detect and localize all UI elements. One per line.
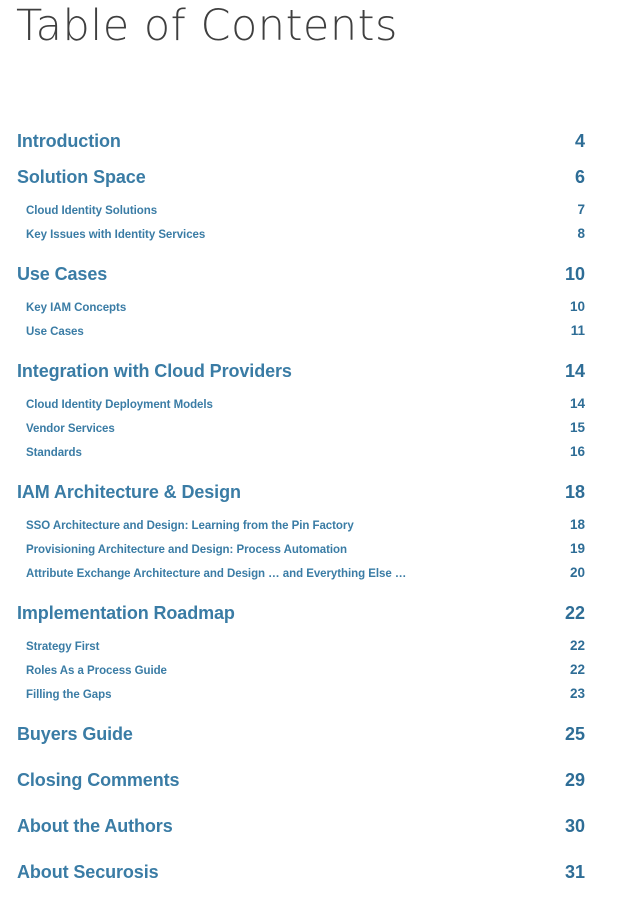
toc-entry[interactable]	[0, 166, 585, 202]
toc-entry-label: Roles As a Process Guide	[26, 665, 167, 677]
toc-entry-page-number: 18	[564, 482, 585, 502]
toc-entry-label: SSO Architecture and Design: Learning from the Pin Factory	[26, 520, 354, 532]
toc-entry[interactable]	[0, 602, 585, 638]
toc-entry-label: Strategy First	[26, 641, 100, 653]
toc-entry[interactable]	[0, 481, 585, 517]
toc-entry[interactable]	[0, 323, 585, 347]
toc-entry-page-number: 8	[577, 226, 585, 241]
toc-entry-page-number: 10	[569, 299, 585, 314]
toc-entry-label: Solution Space	[17, 167, 146, 187]
toc-entry-label: Standards	[26, 447, 82, 459]
toc-entry-label: Implementation Roadmap	[17, 603, 235, 623]
toc-entry-page-number: 30	[564, 816, 585, 836]
toc-entry-label: Vendor Services	[26, 423, 115, 435]
toc-entry-label: IAM Architecture & Design	[17, 482, 241, 502]
toc-entry-label: About Securosis	[17, 862, 159, 882]
toc-entry-page-number: 16	[569, 444, 585, 459]
toc-entry[interactable]	[0, 517, 585, 541]
toc-entry-label: Key Issues with Identity Services	[26, 229, 206, 241]
toc-entry-label: Use Cases	[17, 264, 108, 284]
toc-entry[interactable]	[0, 861, 585, 897]
toc-entry[interactable]	[0, 202, 585, 226]
toc-entry[interactable]	[0, 638, 585, 662]
toc-entry-page-number: 14	[564, 361, 585, 381]
toc-entry[interactable]	[0, 299, 585, 323]
toc-entry[interactable]	[0, 420, 585, 444]
toc-entry-label: Use Cases	[26, 326, 84, 338]
toc-entry-page-number: 14	[569, 396, 585, 411]
toc-entry-label: About the Authors	[17, 816, 173, 836]
toc-entry-list	[0, 130, 621, 897]
toc-entry[interactable]	[0, 565, 585, 589]
toc-entry[interactable]	[0, 396, 585, 420]
toc-entry[interactable]	[0, 769, 585, 805]
toc-entry-page-number: 6	[574, 167, 585, 187]
toc-entry-label: Key IAM Concepts	[26, 302, 127, 314]
toc-entry[interactable]	[0, 130, 585, 166]
toc-entry-page-number: 23	[569, 686, 585, 701]
toc-entry-label: Introduction	[17, 131, 121, 151]
toc-entry[interactable]	[0, 226, 585, 250]
toc-entry-page-number: 22	[564, 603, 585, 623]
toc-entry-page-number: 20	[569, 565, 585, 580]
toc-entry-label: Attribute Exchange Architecture and Design … and Everything Else …	[26, 568, 407, 580]
toc-entry-page-number: 22	[569, 662, 585, 677]
toc-entry-label: Filling the Gaps	[26, 689, 112, 701]
toc-entry-page-number: 15	[569, 420, 585, 435]
toc-entry-page-number: 11	[570, 323, 585, 338]
toc-entry[interactable]	[0, 662, 585, 686]
toc-entry-page-number: 18	[569, 517, 585, 532]
toc-entry-page-number: 22	[569, 638, 585, 653]
toc-entry[interactable]	[0, 723, 585, 759]
toc-entry-page-number: 7	[577, 202, 585, 217]
toc-entry-page-number: 31	[564, 862, 585, 882]
toc-entry[interactable]	[0, 263, 585, 299]
toc-entry[interactable]	[0, 686, 585, 710]
toc-entry-page-number: 19	[569, 541, 585, 556]
toc-entry-page-number: 10	[564, 264, 585, 284]
toc-entry[interactable]	[0, 541, 585, 565]
toc-entry-page-number: 4	[574, 131, 585, 151]
toc-entry-label: Closing Comments	[17, 770, 180, 790]
toc-entry[interactable]	[0, 444, 585, 468]
toc-entry-label: Cloud Identity Solutions	[26, 205, 158, 217]
toc-entry[interactable]	[0, 360, 585, 396]
toc-entry-label: Provisioning Architecture and Design: Process Automation	[26, 544, 347, 556]
toc-entry-label: Integration with Cloud Providers	[17, 361, 292, 381]
toc-entry[interactable]	[0, 815, 585, 851]
toc-entry-page-number: 25	[564, 724, 585, 744]
toc-entry-page-number: 29	[564, 770, 585, 790]
page-title: Table of Contents	[16, 1, 398, 51]
toc-entry-label: Buyers Guide	[17, 724, 133, 744]
toc-entry-label: Cloud Identity Deployment Models	[26, 399, 213, 411]
